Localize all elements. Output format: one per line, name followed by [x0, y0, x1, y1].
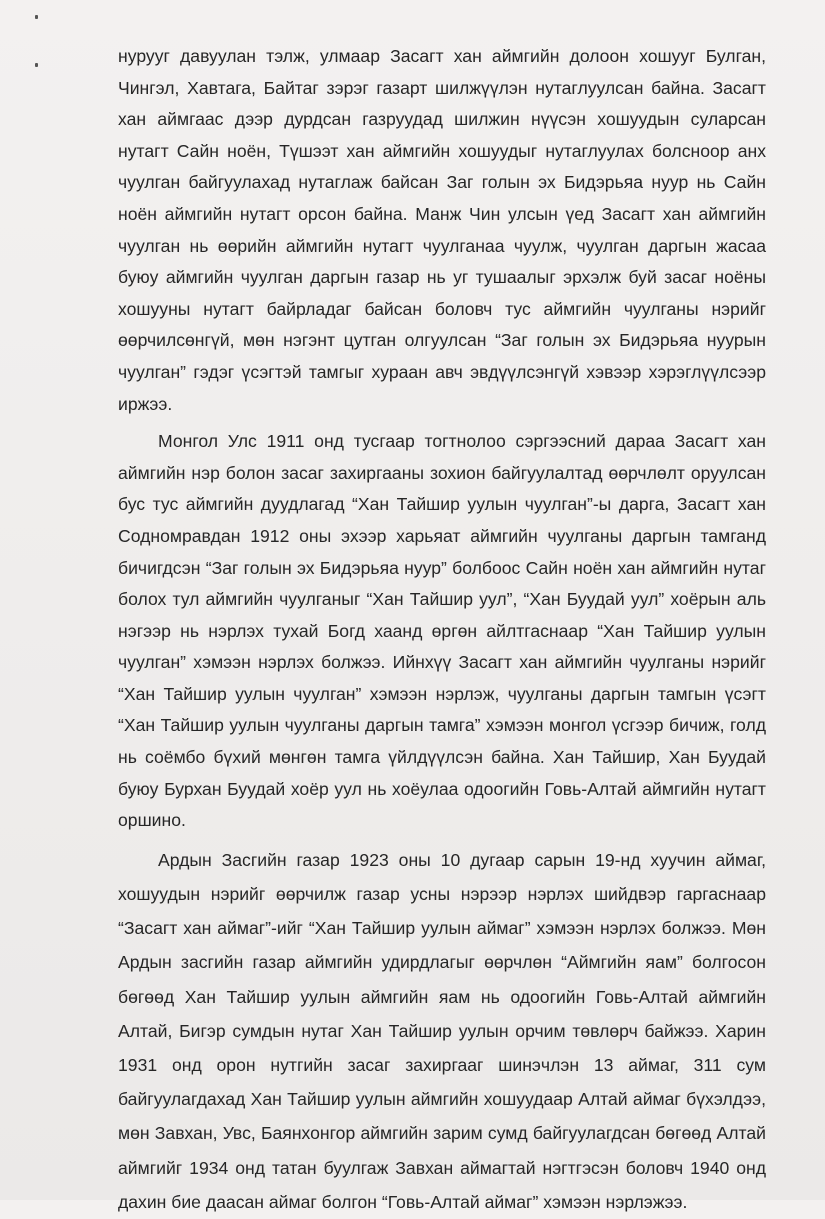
paragraph-2: Монгол Улс 1911 онд тусгаар тогтнолоо сэргээсний дараа Засагт хан аймгийн нэр болон засаг захиргааны зохион байгуулалтад өөрчлөлт оруулсан бус тус аймгийн дуудлагад “Хан Тайшир уулын чуулган”-ы дарга, Засагт хан Содномравдан 1912 оны эхээр харьяат аймгийн чуулганы даргын тамганд бичигдсэн “Заг голын эх Бидэрьяа нуур” болбоос Сайн ноён хан аймгийн нутаг болох тул аймгийн чуулганыг “Хан Тайшир уул”, “Хан Буудай уул” хоёрын аль нэгээр нь нэрлэх тухай Богд хаанд өргөн айлтгаснаар “Хан Тайшир уулын чуулган” хэмээн нэрлэх болжээ. Ийнхүү Засагт хан аймгийн чуулганы нэрийг “Хан Тайшир уулын чуулган” хэмээн нэрлэж, чуулганы даргын тамгын үсэгт “Хан Тайшир уулын чуулганы даргын тамга” хэмээн монгол үсгээр бичиж, голд нь соёмбо бүхий мөнгөн тамга үйлдүүлсэн байна. Хан Тайшир, Хан Буудай буюу Бурхан Буудай хоёр уул нь хоёулаа одоогийн Говь-Алтай аймгийн нутагт оршино. — [118, 431, 766, 831]
margin-dot-mark — [35, 15, 38, 19]
paragraph-3: Ардын Засгийн газар 1923 оны 10 дугаар сарын 19-нд хуучин аймаг, хошуудын нэрийг өөрчилж газар усны нэрээр нэрлэх шийдвэр гаргаснаар “Засагт хан аймаг”-ийг “Хан Тайшир уулын аймаг” хэмээн нэрлэх болжээ. Мөн Ардын засгийн газар аймгийн удирдлагыг өөрчлөн “Аймгийн яам” болгосон бөгөөд Хан Тайшир уулын аймгийн яам нь одоогийн Говь-Алтай аймгийн Алтай, Бигэр сумдын нутаг Хан Тайшир уулын орчим төвлөрч байжээ. Харин 1931 онд орон нутгийн засаг захиргааг шинэчлэн 13 аймаг, 311 сум байгуулагдахад Хан Тайшир уулын аймгийн хошуудаар Алтай аймаг бүхэлдээ, мөн Завхан, Увс, Баянхонгор аймгийн зарим сумд байгуулагдсан бөгөөд Алтай аймгийг 1934 онд татан буулгаж Завхан аймагтай нэгтгэсэн боловч 1940 онд дахин бие даасан аймаг болгон “Говь-Алтай аймаг” хэмээн нэрлэжээ. — [118, 849, 766, 1212]
paragraph-1: нурууг давуулан тэлж, улмаар Засагт хан аймгийн долоон хошууг Булган, Чингэл, Хавтага, Байтаг зэрэг газарт шилжүүлэн нутаглуулсан байна. Засагт хан аймгаас дээр дурдсан газруудад шилжин нүүсэн хошуудын суларсан нутагт Сайн ноён, Түшээт хан аймгийн хошуудыг нутаглуулах болсноор анх чуулган байгуулахад нутаглаж байсан Заг голын эх Бидэрьяа нуур нь Сайн ноён аймгийн нутагт орсон байна. Манж Чин улсын үед Засагт хан аймгийн чуулган нь өөрийн аймгийн нутагт чуулганаа чуулж, чуулган даргын жасаа буюу аймгийн чуулган даргын газар нь уг тушаалыг эрхэлж буй засаг ноёны хошууны нутагт байрладаг байсан боловч тус аймгийн чуулганы нэрийг өөрчилсөнгүй, мөн нэгэнт цутган олгуулсан “Заг голын эх Бидэрьяа нуурын чуулган” гэдэг үсэгтэй тамгыг хураан авч эвдүүлсэнгүй хэвээр хэрэглүүлсээр иржээ. — [118, 46, 766, 414]
document-body — [118, 41, 766, 1219]
margin-dot-mark — [35, 63, 38, 67]
